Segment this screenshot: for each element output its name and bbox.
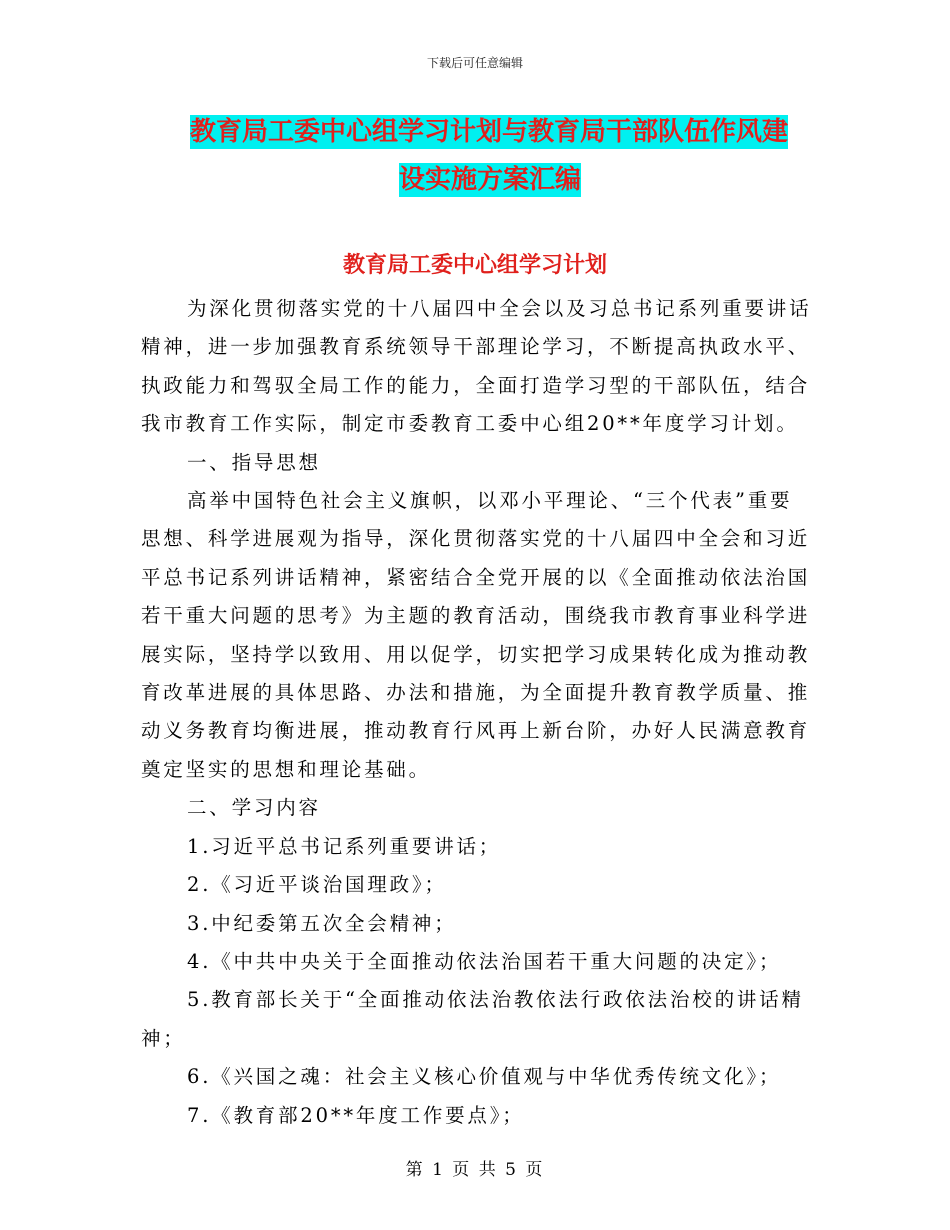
list-item: 3.中纪委第五次全会精神；: [187, 911, 457, 935]
list-item: 6.《兴国之魂：社会主义核心价值观与中华优秀传统文化》；: [187, 1065, 782, 1089]
list-item: 4.《中共中央关于全面推动依法治国若干重大问题的决定》；: [187, 949, 782, 973]
list-item: 7.《教育部20**年度工作要点》；: [187, 1103, 525, 1127]
list-item: 1.习近平总书记系列重要讲话；: [187, 834, 502, 858]
document-title-line1: 教育局工委中心组学习计划与教育局干部队伍作风建: [190, 117, 789, 147]
document-body: [141, 290, 813, 1135]
list-item: 2.《习近平谈治国理政》；: [187, 873, 447, 897]
document-title: [190, 108, 810, 204]
list-item: 5.教育部长关于“全面推动依法治教依法行政依法治校的讲话精神；: [141, 988, 804, 1050]
heading-guiding-ideology: 一、指导思想: [187, 450, 321, 474]
document-title-line2: 设实施方案汇编: [398, 165, 581, 195]
guiding-paragraph: 高举中国特色社会主义旗帜，以邓小平理论、“三个代表”重要思想、科学进展观为指导，深化贯彻落实党的十八届四中全会和习近平总书记系列讲话精神，紧密结合全党开展的以《全面推动依法治国若干重大问题的思考》为主题的教育活动，围绕我市教育事业科学进展实际，坚持学以致用、用以促学，切实把学习成果转化成为推动教育改革进展的具体思路、办法和措施，为全面提升教育教学质量、推动义务教育均衡进展，推动教育行风再上新台阶，办好人民满意教育奠定坚实的思想和理论基础。: [141, 489, 811, 781]
heading-study-content: 二、学习内容: [187, 796, 321, 820]
intro-paragraph: 为深化贯彻落实党的十八届四中全会以及习总书记系列重要讲话精神，进一步加强教育系统领导干部理论学习，不断提高执政水平、执政能力和驾驭全局工作的能力，全面打造学习型的干部队伍，结合我市教育工作实际，制定市委教育工委中心组20**年度学习计划。: [141, 297, 812, 436]
page-footer: 第 1 页 共 5 页: [405, 1160, 545, 1180]
header-note: 下载后可任意编辑: [426, 56, 523, 70]
section-title: 教育局工委中心组学习计划: [342, 253, 607, 278]
